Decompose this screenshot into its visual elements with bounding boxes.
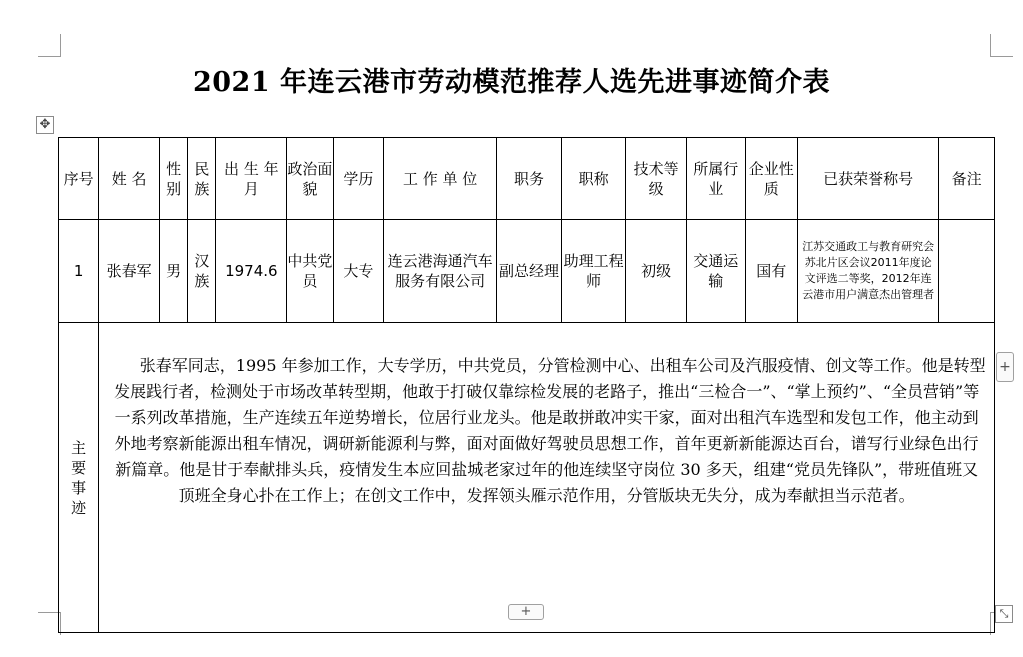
header-position[interactable]: 职务	[497, 138, 562, 220]
header-name[interactable]: 姓 名	[99, 138, 160, 220]
header-gender[interactable]: 性别	[159, 138, 187, 220]
cell-title[interactable]: 助理工程师	[561, 220, 626, 323]
cell-gender[interactable]: 男	[159, 220, 187, 323]
cell-honors[interactable]: 江苏交通政工与教育研究会苏北片区会议2011年度论文评选二等奖，2012年连云港市用户满意杰出管理者	[798, 220, 939, 323]
resize-icon[interactable]: ⤡	[995, 605, 1013, 623]
cell-position[interactable]: 副总经理	[497, 220, 562, 323]
add-column-button[interactable]: +	[996, 352, 1014, 382]
add-row-button[interactable]: +	[508, 604, 544, 620]
document-title: 2021 年连云港市劳动模范推荐人选先进事迹简介表	[192, 67, 831, 98]
header-birth[interactable]: 出 生 年 月	[216, 138, 287, 220]
story-label-text: 主 要 事 迹	[71, 438, 87, 517]
cell-industry[interactable]: 交通运输	[686, 220, 745, 323]
cell-name[interactable]: 张春军	[99, 220, 160, 323]
cell-birth[interactable]: 1974.6	[216, 220, 287, 323]
crop-mark-top-left	[38, 34, 61, 57]
story-text[interactable]: 张春军同志，1995 年参加工作，大专学历，中共党员，分管检测中心、出租车公司及汽服疫情、创文等工作。他是转型发展践行者，检测处于市场改革转型期，他敢于打破仅靠综检发展的老路子，推出“三检合一”、“掌上预约”、“全员营销”等一系列改革措施，生产连续五年逆势增长，位居行业龙头。他是敢拼敢冲实干家，面对出租汽车选型和发包工作，他主动到外地考察新能源出租车情况，调研新能源利与弊，面对面做好驾驶员思想工作，首年更新新能源达百台，谱写行业绿色出行新篇章。他是甘于奉献排头兵，疫情发生本应回盐城老家过年的他连续坚守岗位 30 多天，组建“党员先锋队”，带班值班又顶班全身心扑在工作上；在创文工作中，发挥领头雁示范作用，分管版块无失分，成为奉献担当示范者。	[99, 323, 995, 633]
header-title[interactable]: 职称	[561, 138, 626, 220]
story-row	[59, 323, 995, 633]
cell-remarks[interactable]	[939, 220, 995, 323]
table-row	[59, 220, 995, 323]
cell-tech-level[interactable]: 初级	[626, 220, 687, 323]
story-label[interactable]	[59, 323, 99, 633]
cell-employer[interactable]: 连云港海通汽车服务有限公司	[384, 220, 497, 323]
header-employer[interactable]: 工 作 单 位	[384, 138, 497, 220]
profile-table	[58, 137, 995, 633]
header-row	[59, 138, 995, 220]
header-honors[interactable]: 已获荣誉称号	[798, 138, 939, 220]
header-ethnicity[interactable]: 民族	[188, 138, 216, 220]
cell-education[interactable]: 大专	[333, 220, 383, 323]
crop-mark-top-right	[990, 34, 1013, 57]
header-political[interactable]: 政治面貌	[287, 138, 333, 220]
header-tech-level[interactable]: 技术等级	[626, 138, 687, 220]
header-industry[interactable]: 所属行业	[686, 138, 745, 220]
move-icon[interactable]: ✥	[36, 116, 54, 134]
cell-no[interactable]: 1	[59, 220, 99, 323]
cell-ethnicity[interactable]: 汉族	[188, 220, 216, 323]
cell-political[interactable]: 中共党员	[287, 220, 333, 323]
header-no[interactable]: 序号	[59, 138, 99, 220]
header-education[interactable]: 学历	[333, 138, 383, 220]
cell-enterprise-type[interactable]: 国有	[745, 220, 798, 323]
header-remarks[interactable]: 备注	[939, 138, 995, 220]
header-enterprise-type[interactable]: 企业性质	[745, 138, 798, 220]
